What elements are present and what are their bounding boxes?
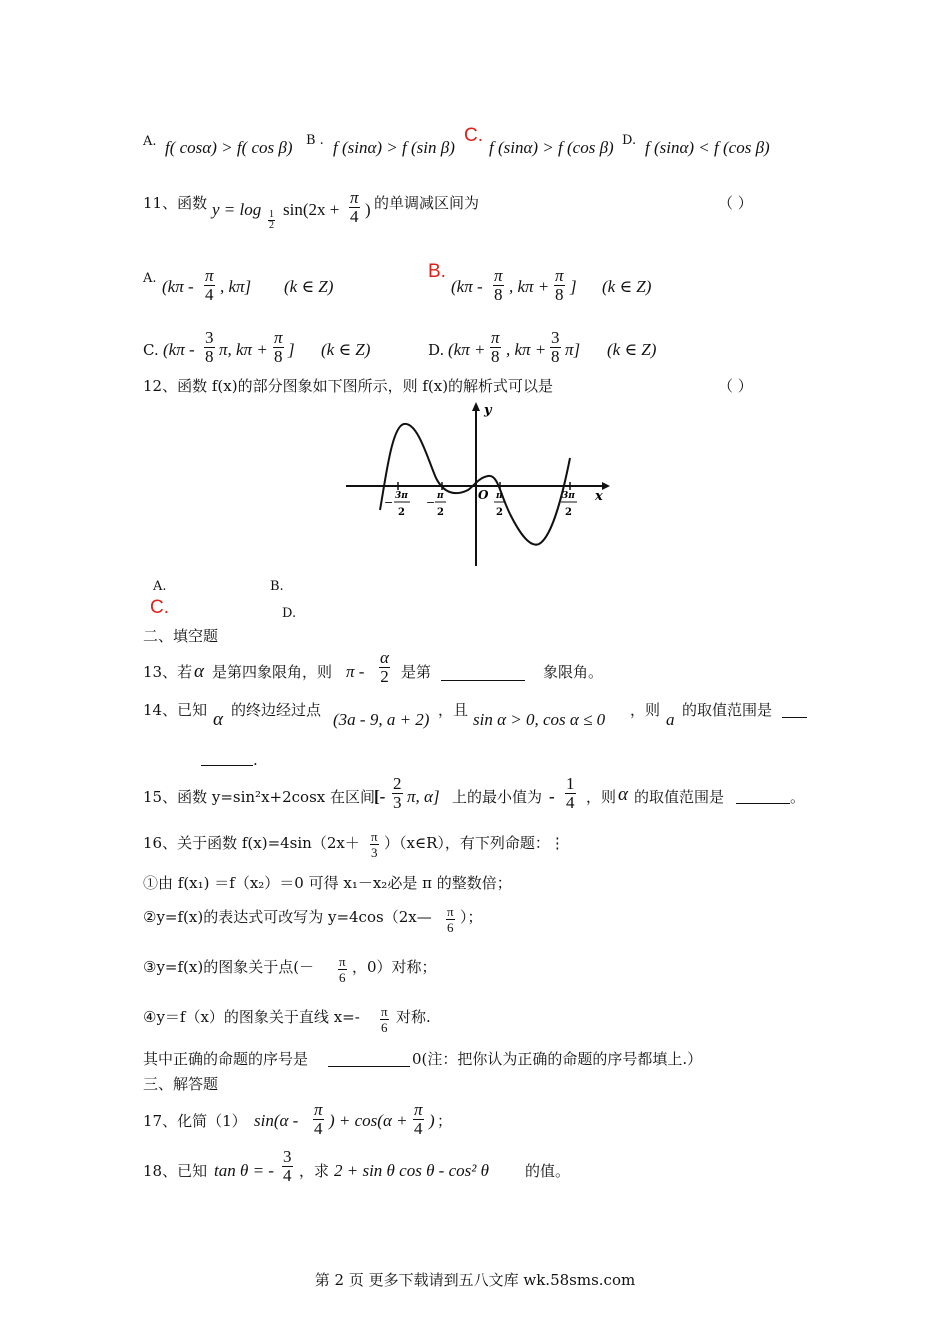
statement-1: ①由 f(x₁) ＝f（x₂）＝0 可得 x₁－x₂必是 π 的整数倍；	[143, 874, 512, 892]
tick-label-pi-2	[494, 491, 505, 518]
fraction-numerator: π	[274, 328, 283, 347]
fraction-numerator: π	[205, 266, 214, 285]
y-axis-arrow	[472, 402, 480, 411]
fraction-numerator: π	[494, 266, 503, 285]
fraction-denominator: 6	[381, 1020, 388, 1035]
math-text: π, kπ +	[219, 340, 268, 359]
math-text: , kπ +	[509, 277, 550, 296]
question-text: 是第	[401, 663, 432, 681]
fraction	[446, 904, 455, 935]
fraction-numerator: 3	[205, 328, 214, 347]
math-text: tan θ = -	[214, 1161, 274, 1180]
question-text: 象限角。	[543, 663, 604, 681]
fraction-numerator: π	[447, 904, 454, 919]
y-axis-label: y	[484, 403, 492, 418]
q12-option-b: B.	[270, 579, 284, 594]
math-text: π -	[346, 662, 365, 681]
q12-option-a: A.	[153, 579, 167, 594]
math-text: y = log	[212, 200, 262, 219]
math-text: α	[194, 661, 204, 682]
fraction-numerator: α	[380, 648, 389, 667]
math-text: [-	[374, 787, 386, 806]
fraction-numerator: 3	[551, 328, 560, 347]
math-text: ]	[570, 277, 577, 296]
question-text: ，且	[438, 701, 469, 719]
function-graph	[340, 398, 620, 570]
statement-3: ③y=f(x)的图象关于点(－	[143, 958, 315, 976]
fraction	[273, 329, 284, 366]
answer-paren: （ ）	[718, 377, 753, 395]
fraction-numerator: π	[381, 1004, 388, 1019]
fraction	[490, 329, 501, 366]
tick-num: π	[496, 491, 503, 501]
math-text: (kπ -	[163, 340, 195, 359]
math-text: (k ∈ Z)	[321, 340, 371, 359]
fraction-denominator: 3	[371, 845, 378, 860]
answer-blank	[782, 700, 807, 718]
math-text: π]	[565, 340, 581, 359]
option-label: A.	[143, 271, 157, 286]
fraction-denominator: 8	[491, 347, 500, 366]
math-text: α	[213, 709, 223, 730]
math-text: 2 + sin θ cos θ - cos² θ	[334, 1161, 489, 1180]
math-text: sin(2x +	[283, 200, 340, 219]
fraction	[565, 775, 576, 812]
question-lead: 16、关于函数 f(x)=4sin（2x＋	[143, 834, 360, 852]
answer-blank	[441, 664, 525, 681]
log-base	[268, 210, 275, 231]
math-text: , kπ]	[220, 277, 252, 296]
fraction-denominator: 2	[380, 667, 389, 686]
tick-den: 2	[398, 507, 405, 518]
fraction-denominator: 2	[269, 220, 274, 231]
answer-blank	[328, 1049, 410, 1067]
tick-den: 2	[437, 507, 444, 518]
fraction-denominator: 4	[414, 1119, 423, 1138]
fraction-numerator: π	[414, 1100, 423, 1119]
question-text: ；	[437, 1112, 453, 1130]
question-text: 的单调减区间为	[374, 194, 480, 212]
fraction-numerator: 1	[269, 209, 274, 220]
math-text: (k ∈ Z)	[284, 277, 334, 296]
question-lead: 13、若	[143, 663, 193, 681]
fraction-denominator: 4	[314, 1119, 323, 1138]
math-text: (kπ -	[451, 277, 483, 296]
question-12-text: 12、函数 f(x)的部分图象如下图所示，则 f(x)的解析式可以是	[143, 377, 554, 395]
tick-label-neg-pi-2	[426, 491, 446, 518]
question-text: 上的最小值为	[452, 788, 543, 806]
fraction-numerator: π	[314, 1100, 323, 1119]
question-text: ，求	[299, 1162, 330, 1180]
fraction	[204, 267, 215, 304]
fraction-numerator: π	[339, 954, 346, 969]
question-text: 的取值范围是	[682, 701, 773, 719]
fraction-denominator: 6	[447, 920, 454, 935]
statement-text: ，0）对称；	[352, 958, 437, 976]
math-text: α	[618, 784, 628, 805]
question-lead: 18、已知	[143, 1162, 208, 1180]
statement-text: ）；	[460, 908, 483, 926]
math-text: (3a - 9, a + 2)	[333, 710, 430, 729]
math-text: sin(α -	[254, 1111, 299, 1130]
x-axis-arrow	[602, 482, 610, 490]
origin-label: O	[478, 488, 489, 502]
fraction-numerator: π	[350, 188, 359, 207]
q12-answer-marker: C.	[150, 597, 169, 618]
question-text: 的取值范围是	[634, 788, 725, 806]
fraction-numerator: 2	[393, 774, 402, 793]
question-text: 是第四象限角，则	[212, 663, 333, 681]
math-text: π, α]	[407, 787, 440, 806]
question-text: ）（x∈R），有下列命题：⋮	[384, 834, 565, 852]
fraction	[204, 329, 215, 366]
section-title: 二、填空题	[143, 627, 219, 645]
question-text: 的值。	[525, 1162, 571, 1180]
x-axis-label: x	[595, 489, 603, 504]
question-lead: 11、函数	[143, 194, 208, 212]
fraction	[379, 649, 390, 686]
fraction	[392, 775, 403, 812]
tick-sign: −	[384, 496, 394, 509]
option-expression: f (sinα) > f (sin β)	[333, 138, 455, 157]
fraction-denominator: 8	[205, 347, 214, 366]
fraction-denominator: 3	[393, 793, 402, 812]
question-text: .	[253, 751, 258, 769]
question-lead: 14、已知	[143, 701, 208, 719]
question-lead: 17、化简（1）	[143, 1112, 247, 1130]
tick-num: 3π	[562, 491, 575, 501]
math-text: (k ∈ Z)	[602, 277, 652, 296]
fraction	[370, 829, 379, 860]
fraction-denominator: 8	[555, 285, 564, 304]
statement-4: ④y＝f（x）的图象关于直线 x=-	[143, 1008, 360, 1026]
section-title: 三、解答题	[143, 1075, 219, 1093]
fraction-denominator: 4	[350, 207, 359, 226]
answer-prompt: 其中正确的命题的序号是	[143, 1050, 309, 1068]
option-label: A.	[143, 134, 157, 149]
option-label: B .	[306, 133, 324, 148]
math-text: sin α > 0, cos α ≤ 0	[473, 710, 606, 729]
statement-text: 对称.	[396, 1008, 431, 1026]
fraction-denominator: 4	[566, 793, 575, 812]
answer-paren: （ ）	[718, 194, 753, 212]
fraction-denominator: 8	[494, 285, 503, 304]
fraction-numerator: 3	[283, 1147, 292, 1166]
fraction	[338, 954, 347, 985]
tick-sign: −	[426, 496, 436, 509]
fraction-numerator: π	[555, 266, 564, 285]
fraction	[413, 1101, 424, 1138]
fraction-denominator: 8	[274, 347, 283, 366]
option-label: D.	[622, 133, 637, 148]
option-label: C.	[143, 341, 159, 359]
fraction-denominator: 6	[339, 970, 346, 985]
option-expression: f (sinα) > f (cos β)	[489, 138, 614, 157]
fraction	[380, 1004, 389, 1035]
answer-note: 0(注：把你认为正确的命题的序号都填上.）	[412, 1050, 703, 1068]
fraction-denominator: 4	[283, 1166, 292, 1185]
answer-marker: C.	[464, 125, 483, 146]
fraction	[313, 1101, 324, 1138]
tick-num: 3π	[395, 491, 408, 501]
fraction-numerator: π	[491, 328, 500, 347]
math-text: (k ∈ Z)	[607, 340, 657, 359]
answer-marker: B.	[428, 261, 446, 282]
math-text: , kπ +	[506, 340, 547, 359]
tick-num: π	[437, 491, 444, 501]
fraction	[550, 329, 561, 366]
option-expression: f (sinα) < f (cos β)	[645, 138, 770, 157]
fraction	[554, 267, 565, 304]
math-text: (kπ -	[162, 277, 194, 296]
option-label: D.	[428, 341, 445, 359]
fraction-denominator: 8	[551, 347, 560, 366]
question-lead: 15、函数 y=sin²x+2cosx 在区间	[143, 788, 375, 806]
fraction	[282, 1148, 293, 1185]
tick-den: 2	[565, 507, 572, 518]
math-text: ]	[288, 340, 295, 359]
tick-label-neg-3pi-2	[384, 491, 410, 518]
math-text: -	[549, 787, 555, 806]
question-text: 的终边经过点	[231, 701, 322, 719]
question-text: ，则	[630, 701, 661, 719]
statement-2: ②y=f(x)的表达式可改写为 y=4cos（2x—	[143, 908, 432, 926]
fraction-numerator: π	[371, 829, 378, 844]
fraction	[349, 189, 360, 226]
answer-blank	[736, 787, 790, 804]
option-expression: f( cosα) > f( cos β)	[165, 138, 293, 157]
fraction-numerator: 1	[566, 774, 575, 793]
math-text: (kπ +	[448, 340, 486, 359]
q12-option-d: D.	[282, 606, 297, 621]
math-text: a	[666, 710, 675, 729]
page-footer: 第 2 页 更多下载请到五八文库 wk.58sms.com	[314, 1271, 636, 1289]
tick-den: 2	[496, 507, 503, 518]
math-text: )	[429, 1111, 435, 1130]
fraction-denominator: 4	[205, 285, 214, 304]
question-text: ，则	[586, 788, 617, 806]
question-text: 。	[790, 788, 806, 806]
fraction	[493, 267, 504, 304]
math-text: )	[365, 200, 371, 219]
tick-label-3pi-2	[561, 491, 577, 518]
math-text: ) + cos(α +	[329, 1111, 408, 1130]
answer-blank	[201, 748, 253, 766]
